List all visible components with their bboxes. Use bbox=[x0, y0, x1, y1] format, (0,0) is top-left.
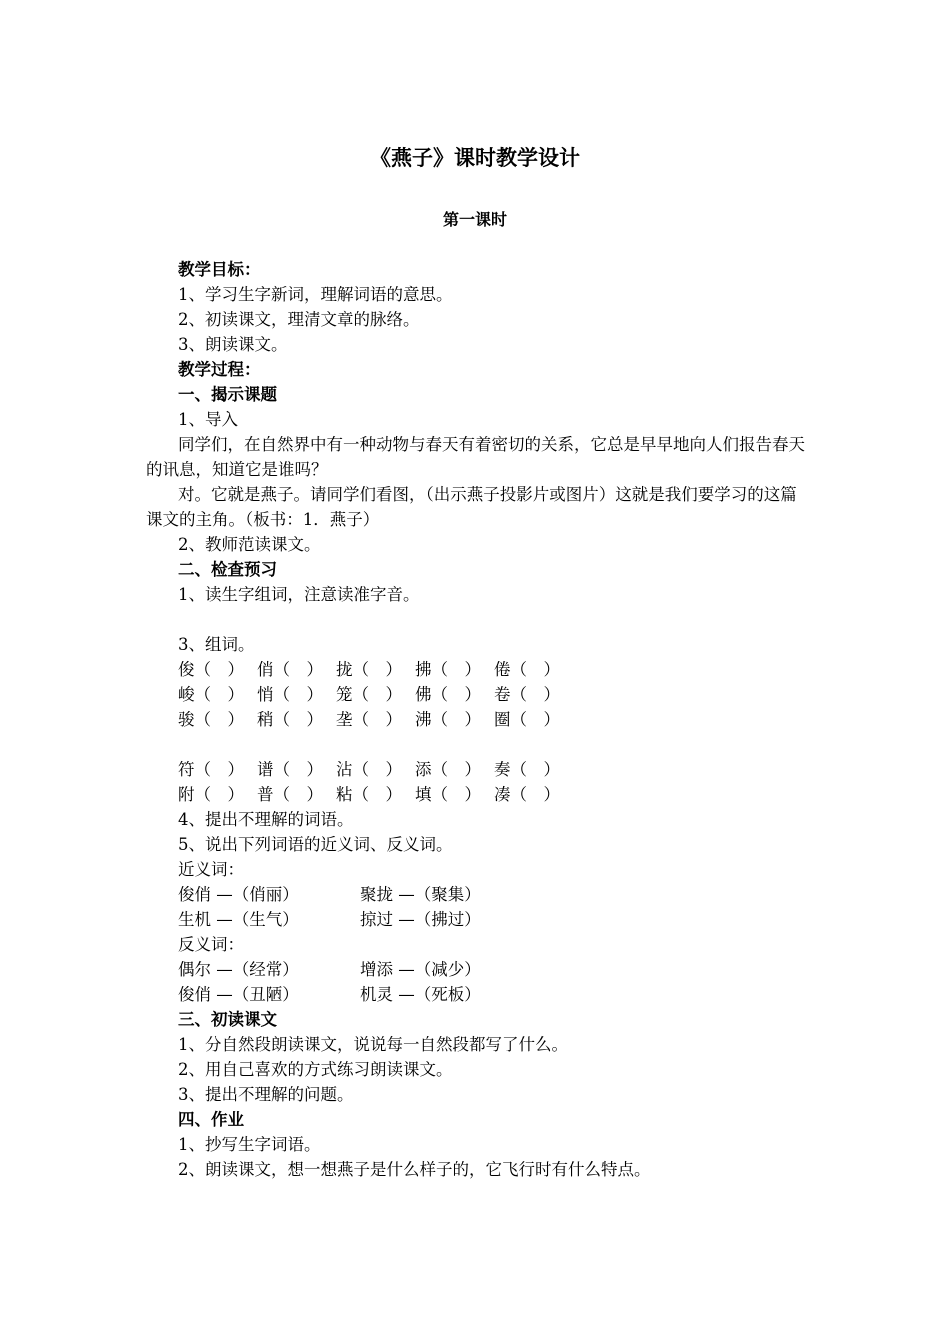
word-cell: 骏（ ） bbox=[178, 710, 244, 729]
section-heading: 四、作业 bbox=[178, 1110, 244, 1129]
word-cell: 俏（ ） bbox=[257, 660, 323, 679]
blank-line bbox=[146, 607, 812, 632]
step-item: 4、提出不理解的词语。 bbox=[178, 810, 354, 829]
step-item: 3、提出不理解的问题。 bbox=[178, 1085, 354, 1104]
word-cell: 沾（ ） bbox=[336, 760, 402, 779]
synonym-pair: 掠过 —（拂过） bbox=[360, 910, 481, 929]
antonym-pair: 偶尔 —（经常） bbox=[178, 960, 299, 979]
goal-item: 2、初读课文，理清文章的脉络。 bbox=[178, 310, 420, 329]
word-cell: 添（ ） bbox=[415, 760, 481, 779]
word-cell: 粘（ ） bbox=[336, 785, 402, 804]
word-cell: 奏（ ） bbox=[494, 760, 560, 779]
word-cell: 佛（ ） bbox=[415, 685, 481, 704]
section-heading: 二、检查预习 bbox=[178, 560, 277, 579]
word-grid-b bbox=[146, 757, 812, 807]
antonym-pair: 俊俏 —（丑陋） bbox=[178, 985, 299, 1004]
word-grid-row bbox=[178, 757, 812, 782]
step-item: 1、抄写生字词语。 bbox=[178, 1135, 321, 1154]
step-item: 5、说出下列词语的近义词、反义词。 bbox=[178, 835, 453, 854]
paragraph: 同学们，在自然界中有一种动物与春天有着密切的关系，它总是早早地向人们报告春天的讯息，知道它是谁吗？ bbox=[146, 435, 805, 479]
word-cell: 普（ ） bbox=[257, 785, 323, 804]
word-cell: 填（ ） bbox=[415, 785, 481, 804]
step-item: 3、组词。 bbox=[178, 635, 255, 654]
synonym-pair: 生机 —（生气） bbox=[178, 910, 299, 929]
word-cell: 拢（ ） bbox=[336, 660, 402, 679]
document-title: 《燕子》课时教学设计 bbox=[370, 146, 580, 170]
word-cell: 圈（ ） bbox=[494, 710, 560, 729]
antonym-pair: 增添 —（减少） bbox=[360, 960, 481, 979]
section-heading: 三、初读课文 bbox=[178, 1010, 277, 1029]
step-item: 2、用自己喜欢的方式练习朗读课文。 bbox=[178, 1060, 453, 1079]
word-cell: 卷（ ） bbox=[494, 685, 560, 704]
word-cell: 倦（ ） bbox=[494, 660, 560, 679]
synonym-row bbox=[146, 882, 812, 907]
antonyms-label: 反义词： bbox=[178, 935, 244, 954]
word-cell: 峻（ ） bbox=[178, 685, 244, 704]
goal-item: 3、朗读课文。 bbox=[178, 335, 288, 354]
goal-item: 1、学习生字新词，理解词语的意思。 bbox=[178, 285, 453, 304]
word-grid-row bbox=[178, 682, 812, 707]
word-cell: 符（ ） bbox=[178, 760, 244, 779]
word-cell: 沸（ ） bbox=[415, 710, 481, 729]
word-cell: 俊（ ） bbox=[178, 660, 244, 679]
word-cell: 拂（ ） bbox=[415, 660, 481, 679]
word-grid-row bbox=[178, 707, 812, 732]
synonym-pair: 聚拢 —（聚集） bbox=[360, 885, 481, 904]
word-cell: 稍（ ） bbox=[257, 710, 323, 729]
word-grid-row bbox=[178, 782, 812, 807]
antonym-row bbox=[146, 957, 812, 982]
goals-heading: 教学目标： bbox=[178, 260, 261, 279]
blank-line bbox=[146, 732, 812, 757]
paragraph: 对。它就是燕子。请同学们看图，（出示燕子投影片或图片）这就是我们要学习的这篇课文的主角。（板书：1．燕子） bbox=[146, 485, 797, 529]
synonyms-label: 近义词： bbox=[178, 860, 244, 879]
synonym-pair: 俊俏 —（俏丽） bbox=[178, 885, 299, 904]
word-grid-row bbox=[178, 657, 812, 682]
step-item: 2、教师范读课文。 bbox=[178, 535, 321, 554]
synonym-row bbox=[146, 907, 812, 932]
word-cell: 附（ ） bbox=[178, 785, 244, 804]
step-item: 1、导入 bbox=[178, 410, 238, 429]
word-grid-a bbox=[146, 657, 812, 732]
word-cell: 谱（ ） bbox=[257, 760, 323, 779]
word-cell: 笼（ ） bbox=[336, 685, 402, 704]
word-cell: 悄（ ） bbox=[257, 685, 323, 704]
document-body bbox=[146, 257, 812, 1182]
antonym-pair: 机灵 —（死板） bbox=[360, 985, 481, 1004]
step-item: 1、分自然段朗读课文，说说每一自然段都写了什么。 bbox=[178, 1035, 568, 1054]
section-heading: 一、揭示课题 bbox=[178, 385, 277, 404]
process-heading: 教学过程： bbox=[178, 360, 261, 379]
step-item: 1、读生字组词，注意读准字音。 bbox=[178, 585, 420, 604]
step-item: 2、朗读课文，想一想燕子是什么样子的，它飞行时有什么特点。 bbox=[178, 1160, 651, 1179]
word-cell: 垄（ ） bbox=[336, 710, 402, 729]
antonym-row bbox=[146, 982, 812, 1007]
word-cell: 凑（ ） bbox=[494, 785, 560, 804]
lesson-subtitle: 第一课时 bbox=[442, 210, 507, 229]
